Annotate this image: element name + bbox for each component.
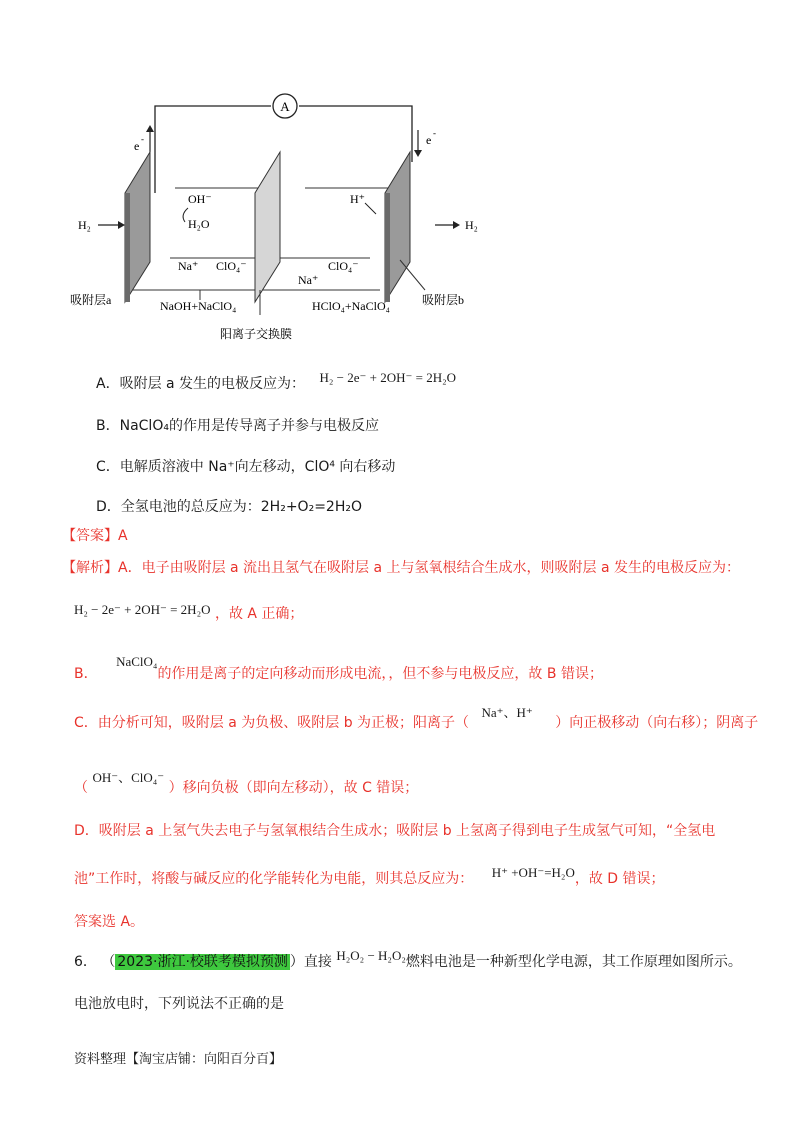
- option-c: [96, 457, 395, 477]
- analysis-c-text-1: C．由分析可知，吸附层 a 为负极、吸附层 b 为正极；阳离子（: [74, 715, 470, 731]
- analysis-c-text-3: ）移向负极（即向左移动），故 C 错误；: [168, 780, 419, 796]
- analysis-c-line2: [74, 770, 419, 798]
- analysis-c-line1: [74, 705, 759, 733]
- layer-b-pointer: [400, 260, 425, 290]
- analysis-a: 【解析】A．电子由吸附层 a 流出且氢气在吸附层 a 上与氢氧根结合生成水，则吸附层 a 发生的电极反应为：: [62, 560, 741, 576]
- analysis-d-formula: H⁺ +OH⁻=H₂O: [491, 865, 575, 880]
- arrowhead-2: [414, 150, 422, 157]
- option-b: [96, 416, 379, 436]
- h2o-label: H₂O: [188, 217, 210, 231]
- layer-a-label: 吸附层a: [70, 293, 112, 307]
- hplus-label: H⁺: [350, 192, 365, 206]
- h2-out-label: H₂: [465, 218, 478, 232]
- arrowhead-4: [453, 221, 460, 229]
- analysis-b-text: 的作用是离子的定向移动而形成电流，，但不参与电极反应，故 B 错误；: [157, 666, 603, 682]
- analysis-a-formula-line: [74, 604, 303, 624]
- electron-right-sup: -: [433, 128, 436, 138]
- oh-label: OH⁻: [188, 192, 212, 206]
- analysis-a-formula: H₂ − 2e⁻ + 2OH⁻ = 2H₂O: [74, 602, 211, 617]
- analysis-b-prefix: B．: [74, 666, 98, 682]
- analysis-c-open: （: [74, 780, 88, 796]
- analysis-c-formula-2: OH⁻、ClO₄⁻: [92, 770, 165, 785]
- circuit-wire: [155, 106, 271, 193]
- electrolyte-right-label: HClO₄+NaClO₄: [312, 299, 390, 313]
- electrode-a-side: [125, 193, 130, 302]
- electrode-b-side: [385, 193, 390, 302]
- option-a-formula: H₂ − 2e⁻ + 2OH⁻ = 2H₂O: [319, 370, 457, 385]
- analysis-c-formula-1: Na⁺、H⁺: [481, 705, 533, 720]
- question-6-formula: H₂O₂ − H₂O₂: [336, 948, 406, 963]
- ammeter-label: A: [280, 99, 290, 114]
- question-6-open: （: [101, 954, 116, 970]
- electron-left-sup: -: [141, 134, 144, 144]
- analysis-d-tail: ，故 D 错误；: [574, 871, 665, 887]
- clo4-left-label: ClO₄⁻: [216, 259, 247, 273]
- h2-in-label: H₂: [78, 218, 91, 232]
- question-6-text: 燃料电池是一种新型化学电源，其工作原理如图所示。: [405, 954, 742, 970]
- na-left-label: Na⁺: [178, 259, 199, 273]
- question-6-line1: [74, 948, 742, 972]
- fuel-cell-diagram: [70, 90, 510, 350]
- arrowhead: [146, 125, 154, 132]
- electron-right-label: e: [426, 133, 432, 147]
- option-d-text: D．全氢电池的总反应为：2H₂+O₂=2H₂O: [96, 499, 362, 515]
- final-answer: 答案选 A。: [74, 914, 145, 930]
- analysis-d-line2: [74, 865, 665, 889]
- option-a: [96, 370, 457, 394]
- electron-left-label: e: [134, 139, 140, 153]
- membrane: [255, 152, 280, 302]
- footer-source: 资料整理【淘宝店铺：向阳百分百】: [74, 1052, 283, 1067]
- arrowhead-3: [118, 221, 125, 229]
- answer-label: 【答案】A: [62, 528, 128, 544]
- option-b-text: B．NaClO₄的作用是传导离子并参与电极反应: [96, 418, 379, 434]
- analysis-a-tail: ，故 A 正确；: [214, 606, 304, 622]
- circuit-wire-right: [299, 106, 412, 162]
- question-6-line2: 电池放电时，下列说法不正确的是: [74, 996, 284, 1012]
- layer-b-label: 吸附层b: [422, 293, 465, 307]
- question-6-source-tag: 2023·浙江·校联考模拟预测: [117, 954, 288, 970]
- question-6-number: 6．: [74, 954, 97, 970]
- analysis-c-text-2: ）向正极移动（向右移）；阴离子: [555, 715, 759, 731]
- analysis-b: [74, 654, 603, 684]
- electrolyte-left-label: NaOH+NaClO₄: [160, 299, 237, 313]
- option-c-text: C．电解质溶液中 Na⁺向左移动，ClO⁴ 向右移动: [96, 459, 396, 475]
- analysis-d-text: 池”工作时，将酸与碱反应的化学能转化为电能，则其总反应为：: [74, 871, 474, 887]
- analysis-b-formula: NaClO₄: [116, 654, 158, 669]
- na-right-label: Na⁺: [298, 273, 319, 287]
- clo4-right-label: ClO₄⁻: [328, 259, 359, 273]
- option-a-text: A．吸附层 a 发生的电极反应为：: [96, 376, 306, 392]
- membrane-label: 阳离子交换膜: [220, 327, 293, 341]
- question-6-close: ）直接: [289, 954, 332, 970]
- option-d: [96, 497, 362, 517]
- analysis-d-line1: D．吸附层 a 上氢气失去电子与氢氧根结合生成水；吸附层 b 上氢离子得到电子生成氢气可知，“全氢电: [74, 823, 716, 839]
- hplus-arrow: [365, 203, 376, 214]
